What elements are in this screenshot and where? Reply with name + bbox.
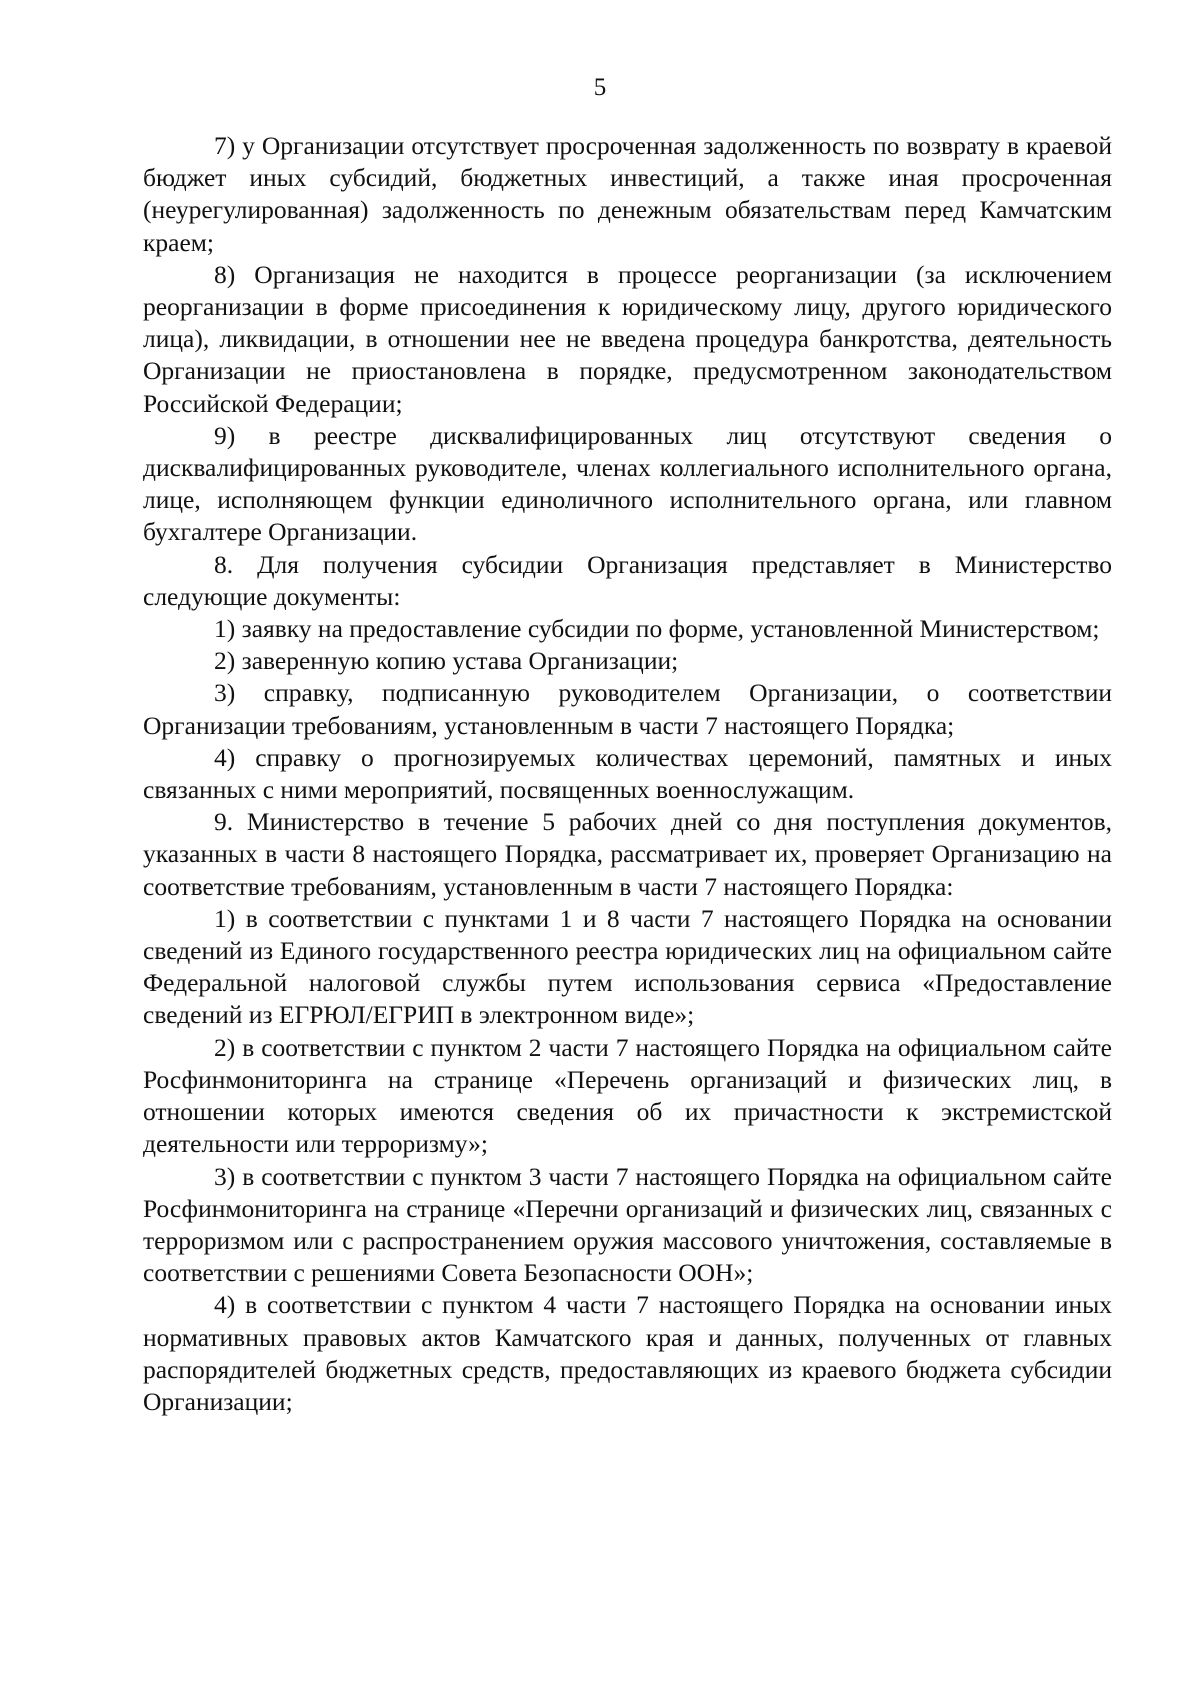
paragraph-section-9-item-2: 2) в соответствии с пунктом 2 части 7 настоящего Порядка на официальном сайте Росфинмониторинга на странице «Перечень организаций и физических лиц, в отношении которых имеются сведения об их причастности к экстремистской деятельности или терроризму»; (143, 1032, 1112, 1159)
paragraph-item-8: 8) Организация не находится в процессе реорганизации (за исключением реорганизации в форме присоединения к юридическому лицу, другого юридического лица), ликвидации, в отношении нее не введена процедура банкротства, деятельность Организации не приостановлена в порядке, предусмотренном законодательством Российской Федерации; (143, 259, 1112, 418)
paragraph-section-8-item-2: 2) заверенную копию устава Организации; (214, 646, 679, 676)
paragraph-item-9: 9) в реестре дисквалифицированных лиц отсутствуют сведения о дисквалифицированных руководителе, членах коллегиального исполнительного органа, лице, исполняющем функции единоличного исполнительного органа, или главном бухгалтере Организации. (143, 420, 1112, 547)
paragraph-section-8-item-3: 3) справку, подписанную руководителем Организации, о соответствии Организации требованиям, установленным в части 7 настоящего Порядка; (143, 678, 1112, 740)
paragraph-section-8-item-4: 4) справку о прогнозируемых количествах церемоний, памятных и иных связанных с ними мероприятий, посвященных военнослужащим. (143, 742, 1112, 805)
paragraph-section-8: 8. Для получения субсидии Организация представляет в Министерство следующие документы: (143, 549, 1112, 611)
paragraph-section-9-item-3: 3) в соответствии с пунктом 3 части 7 настоящего Порядка на официальном сайте Росфинмониторинга на странице «Перечни организаций и физических лиц, связанных с терроризмом или с распространением оружия массового уничтожения, составляемые в соответствии с решениями Совета Безопасности ООН»; (143, 1161, 1112, 1288)
page-number: 5 (593, 74, 607, 101)
paragraph-item-7: 7) у Организации отсутствует просроченная задолженность по возврату в краевой бюджет иных субсидий, бюджетных инвестиций, а также иная просроченная (неурегулированная) задолженность по денежным обязательствам перед Камчатским краем; (143, 131, 1112, 257)
document-body (143, 130, 1112, 1418)
paragraph-section-9-item-1: 1) в соответствии с пунктами 1 и 8 части 7 настоящего Порядка на основании сведений из Единого государственного реестра юридических лиц на официальном сайте Федеральной налоговой службы путем использования сервиса «Предоставление сведений из ЕГРЮЛ/ЕГРИП в электронном виде»; (143, 903, 1112, 1030)
paragraph-section-8-item-1: 1) заявку на предоставление субсидии по форме, установленной Министерством; (214, 614, 1100, 644)
paragraph-section-9-item-4: 4) в соответствии с пунктом 4 части 7 настоящего Порядка на основании иных нормативных правовых актов Камчатского края и данных, полученных от главных распорядителей бюджетных средств, предоставляющих из краевого бюджета субсидии Организации; (143, 1290, 1112, 1416)
paragraph-section-9: 9. Министерство в течение 5 рабочих дней со дня поступления документов, указанных в части 8 настоящего Порядка, рассматривает их, проверяет Организацию на соответствие требованиям, установленным в части 7 настоящего Порядка: (143, 807, 1112, 901)
